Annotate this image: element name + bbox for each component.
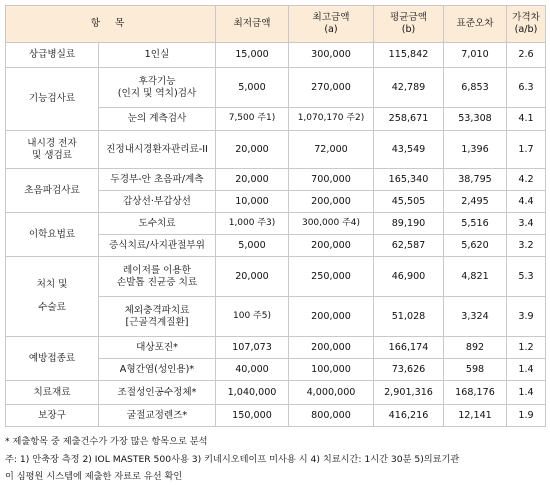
item-cell: 체외충격파치료 [근골격계질환] [99, 297, 216, 337]
header-min: 최저금액 [216, 6, 289, 43]
min-cell: 20,000 [216, 257, 289, 297]
avg-cell: 73,626 [374, 359, 444, 381]
min-cell: 20,000 [216, 131, 289, 169]
item-cell: 후각기능 (인지 및 역치)검사 [99, 68, 216, 108]
item-cell: 증식치료/사지관절부위 [99, 235, 216, 257]
se-cell: 892 [444, 337, 507, 359]
table-row [6, 257, 546, 297]
table-row [6, 131, 546, 169]
header-row [6, 6, 546, 43]
item-cell: 두경부-안 초음파/계측 [99, 169, 216, 191]
se-cell: 2,495 [444, 191, 507, 213]
ratio-cell: 4.1 [507, 108, 546, 131]
max-cell: 200,000 [289, 235, 374, 257]
category-cell: 보장구 [6, 405, 99, 427]
se-cell: 53,308 [444, 108, 507, 131]
min-cell: 10,000 [216, 191, 289, 213]
se-cell: 38,795 [444, 169, 507, 191]
max-cell: 72,000 [289, 131, 374, 169]
ratio-cell: 1.4 [507, 381, 546, 405]
max-cell: 1,070,170 주2) [289, 108, 374, 131]
item-cell: 굴절교정렌즈* [99, 405, 216, 427]
item-cell: 조절성인공수정체* [99, 381, 216, 405]
ratio-cell: 1.9 [507, 405, 546, 427]
item-cell: 진정내시경환자관리료-II [99, 131, 216, 169]
category-cell: 상급병실료 [6, 43, 99, 68]
se-cell: 12,141 [444, 405, 507, 427]
se-cell: 168,176 [444, 381, 507, 405]
footnote-notes: 주: 1) 안축장 측정 2) IOL MASTER 500사용 3) 키네시오테이프 미사용 시 4) 치료시간: 1시간 30분 5)의료기관 [5, 454, 460, 465]
max-cell: 800,000 [289, 405, 374, 427]
header-se: 표준오차 [444, 6, 507, 43]
avg-cell: 258,671 [374, 108, 444, 131]
item-cell: 갑상선·부갑상선 [99, 191, 216, 213]
ratio-cell: 6.3 [507, 68, 546, 108]
se-cell: 6,853 [444, 68, 507, 108]
ratio-cell: 3.2 [507, 235, 546, 257]
se-cell: 1,396 [444, 131, 507, 169]
avg-cell: 2,901,316 [374, 381, 444, 405]
min-cell: 40,000 [216, 359, 289, 381]
header-item: 항 목 [6, 6, 216, 43]
se-cell: 598 [444, 359, 507, 381]
table-row [6, 381, 546, 405]
item-cell: 대상포진* [99, 337, 216, 359]
item-cell: 눈의 계측검사 [99, 108, 216, 131]
ratio-cell: 3.9 [507, 297, 546, 337]
table-row [6, 337, 546, 359]
header-diff: 가격차 (a/b) [507, 6, 546, 43]
category-cell: 처치 및 수술료 [6, 257, 99, 337]
min-cell: 107,073 [216, 337, 289, 359]
avg-cell: 416,216 [374, 405, 444, 427]
category-cell: 내시경 전자 및 생검료 [6, 131, 99, 169]
min-cell: 5,000 [216, 68, 289, 108]
avg-cell: 62,587 [374, 235, 444, 257]
avg-cell: 45,505 [374, 191, 444, 213]
table-row [6, 43, 546, 68]
header-max: 최고금액 (a) [289, 6, 374, 43]
ratio-cell: 5.3 [507, 257, 546, 297]
min-cell: 7,500 주1) [216, 108, 289, 131]
avg-cell: 89,190 [374, 213, 444, 235]
avg-cell: 46,900 [374, 257, 444, 297]
se-cell: 4,821 [444, 257, 507, 297]
ratio-cell: 3.4 [507, 213, 546, 235]
min-cell: 5,000 [216, 235, 289, 257]
ratio-cell: 4.2 [507, 169, 546, 191]
max-cell: 200,000 [289, 337, 374, 359]
se-cell: 3,324 [444, 297, 507, 337]
se-cell: 7,010 [444, 43, 507, 68]
min-cell: 15,000 [216, 43, 289, 68]
table-row [6, 405, 546, 427]
category-cell: 예방접종료 [6, 337, 99, 381]
avg-cell: 43,549 [374, 131, 444, 169]
category-cell: 기능검사료 [6, 68, 99, 131]
item-cell: 1인실 [99, 43, 216, 68]
max-cell: 200,000 [289, 191, 374, 213]
item-cell: 레이저를 이용한 손발톱 진균증 치료 [99, 257, 216, 297]
category-cell: 이학요법료 [6, 213, 99, 257]
category-cell: 초음파검사료 [6, 169, 99, 213]
max-cell: 300,000 주4) [289, 213, 374, 235]
ratio-cell: 1.7 [507, 131, 546, 169]
avg-cell: 165,340 [374, 169, 444, 191]
table-row [6, 213, 546, 235]
footnote-notes-continued: 이 심평원 시스템에 제출한 자료로 유선 확인 [5, 471, 183, 482]
ratio-cell: 4.4 [507, 191, 546, 213]
max-cell: 300,000 [289, 43, 374, 68]
max-cell: 100,000 [289, 359, 374, 381]
max-cell: 250,000 [289, 257, 374, 297]
header-avg: 평균금액 (b) [374, 6, 444, 43]
max-cell: 270,000 [289, 68, 374, 108]
avg-cell: 115,842 [374, 43, 444, 68]
min-cell: 1,040,000 [216, 381, 289, 405]
avg-cell: 42,789 [374, 68, 444, 108]
item-cell: A형간염(성인용)* [99, 359, 216, 381]
max-cell: 4,000,000 [289, 381, 374, 405]
se-cell: 5,516 [444, 213, 507, 235]
item-cell: 도수치료 [99, 213, 216, 235]
min-cell: 150,000 [216, 405, 289, 427]
ratio-cell: 2.6 [507, 43, 546, 68]
ratio-cell: 1.2 [507, 337, 546, 359]
min-cell: 1,000 주3) [216, 213, 289, 235]
avg-cell: 51,028 [374, 297, 444, 337]
table-row [6, 169, 546, 191]
min-cell: 100 주5) [216, 297, 289, 337]
category-cell: 치료재료 [6, 381, 99, 405]
se-cell: 5,620 [444, 235, 507, 257]
footnote-asterisk: * 제출항목 중 제출건수가 가장 많은 항목으로 분석 [5, 436, 208, 447]
min-cell: 20,000 [216, 169, 289, 191]
avg-cell: 166,174 [374, 337, 444, 359]
table-row [6, 68, 546, 108]
max-cell: 700,000 [289, 169, 374, 191]
ratio-cell: 1.4 [507, 359, 546, 381]
price-table [5, 5, 546, 427]
max-cell: 200,000 [289, 297, 374, 337]
